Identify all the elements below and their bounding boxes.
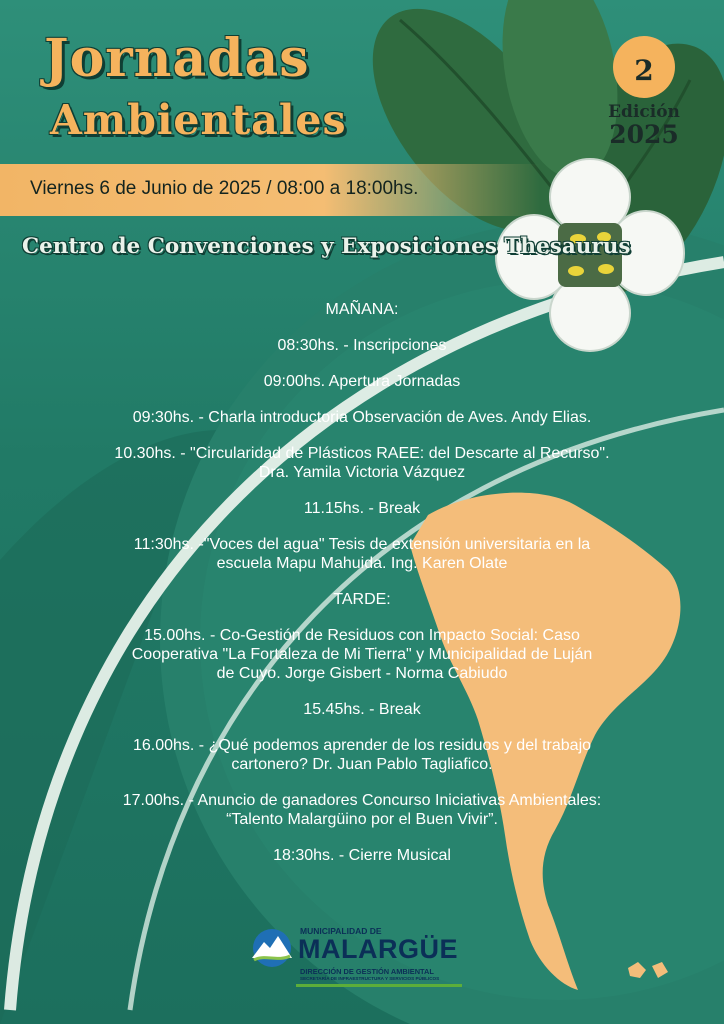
agenda-line: cartonero? Dr. Juan Pablo Tagliafico. [231,756,493,773]
agenda-item [0,372,724,391]
program-schedule [0,300,724,882]
morning-heading: MAÑANA: [325,301,399,318]
agenda-item [0,408,724,427]
mountain-logo-icon [248,928,296,968]
agenda-item [0,700,724,719]
edition-year: 2025 [609,120,679,149]
agenda-line: escuela Mapu Mahuida. Ing. Karen Olate [216,555,508,572]
agenda-line: 08:30hs. - Inscripciones [277,337,447,354]
agenda-line: “Talento Malargüino por el Buen Vivir”. [226,811,498,828]
agenda-item [0,736,724,774]
agenda-item [0,846,724,865]
agenda-line: 09:00hs. Apertura Jornadas [263,373,461,390]
agenda-line: 09:30hs. - Charla introductoria Observación de Aves. Andy Elias. [132,409,592,426]
agenda-line: 17.00hs. - Anuncio de ganadores Concurso Iniciativas Ambientales: [122,792,602,809]
agenda-item [0,499,724,518]
agenda-item [0,791,724,829]
logo-department: DIRECCIÓN DE GESTIÓN AMBIENTAL [300,967,434,976]
agenda-line: 11:30hs. -"Voces del agua" Tesis de extensión universitaria en la [133,536,591,553]
logo-municipality-label: MUNICIPALIDAD DE [300,926,382,936]
afternoon-heading: TARDE: [333,591,391,608]
event-venue: Centro de Convenciones y Exposiciones Thesaurus [22,234,631,259]
logo-secretariat: SECRETARÍA DE INFRAESTRUCTURA Y SERVICIOS PÚBLICOS [300,976,440,981]
logo-name: MALARGÜE [298,934,458,964]
agenda-line: de Cuyo. Jorge Gisbert - Norma Cabiudo [216,665,508,682]
agenda-line: 16.00hs. - ¿Qué podemos aprender de los residuos y del trabajo [132,737,592,754]
edition-badge [598,36,690,154]
date-band [0,164,540,216]
event-date-time: Viernes 6 de Junio de 2025 / 08:00 a 18:00hs. [30,178,419,199]
agenda-item [0,336,724,355]
agenda-line: 11.15hs. - Break [303,500,421,517]
agenda-line: 10.30hs. - "Circularidad de Plásticos RAEE: del Descarte al Recurso". [114,445,610,462]
agenda-item [0,444,724,482]
title-line-1: Jornadas [44,28,310,89]
agenda-line: 15.00hs. - Co-Gestión de Residuos con Impacto Social: Caso [144,627,580,644]
agenda-line: 15.45hs. - Break [303,701,421,718]
title-line-2: Ambientales [50,96,347,144]
municipality-logo [248,924,462,996]
agenda-line: 18:30hs. - Cierre Musical [273,847,451,864]
morning-agenda [0,336,724,573]
edition-label: Edición [608,102,680,122]
edition-number: 2 [634,54,654,87]
agenda-line: Dra. Yamila Victoria Vázquez [258,464,466,481]
agenda-line: Cooperativa "La Fortaleza de Mi Tierra" y Municipalidad de Luján [131,646,593,663]
logo-underline [296,984,462,988]
agenda-item [0,626,724,683]
afternoon-agenda [0,626,724,865]
agenda-item [0,535,724,573]
